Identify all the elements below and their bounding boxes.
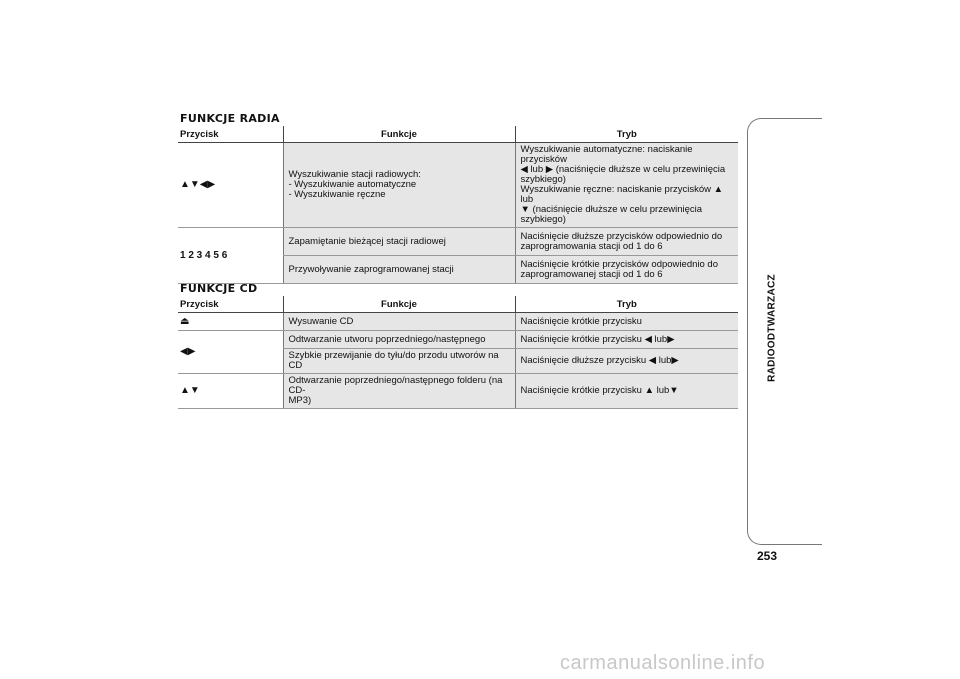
cd-section-title: FUNKCJE CD (180, 282, 258, 295)
function-cell (283, 143, 515, 228)
column-header-function: Funkcje (283, 126, 515, 143)
mode-line: Wyszukiwanie automatyczne: naciskanie przycisków (520, 144, 693, 165)
function-cell: Zapamiętanie bieżącej stacji radiowej (283, 228, 515, 256)
cd-functions-table (178, 296, 738, 409)
function-line: Odtwarzanie poprzedniego/następnego folderu (na CD- (288, 375, 503, 396)
mode-cell (515, 256, 738, 284)
button-cell (178, 313, 283, 331)
mode-cell (515, 228, 738, 256)
mode-line: Naciśnięcie dłuższe przycisków odpowiednio do (520, 230, 723, 242)
function-cell: Szybkie przewijanie do tyłu/do przodu utworów na CD (283, 349, 515, 374)
table-row (178, 331, 738, 349)
mode-line: zaprogramowania stacji od 1 do 6 (520, 240, 663, 252)
watermark: carmanualsonline.info (560, 652, 766, 674)
function-cell (283, 374, 515, 409)
column-header-mode: Tryb (515, 126, 738, 143)
button-cell (178, 331, 283, 374)
mode-cell: Naciśnięcie krótkie przycisku (515, 313, 738, 331)
table-header-row (178, 296, 738, 313)
mode-line: szybkiego) (520, 174, 566, 185)
table-row (178, 143, 738, 228)
function-line: Wyszukiwanie stacji radiowych: (288, 169, 421, 180)
mode-cell (515, 143, 738, 228)
mode-cell: Naciśnięcie dłuższe przycisku ◀ lub▶ (515, 349, 738, 374)
mode-line: ▼ (naciśnięcie dłuższe w celu przewinięcia szybkiego) (520, 204, 703, 225)
table-row (178, 374, 738, 409)
up-down-arrows-icon: ▲▼ (180, 385, 200, 396)
function-line: MP3) (288, 395, 312, 406)
chapter-tab (747, 118, 822, 545)
mode-cell: Naciśnięcie krótkie przycisku ◀ lub▶ (515, 331, 738, 349)
column-header-mode: Tryb (515, 296, 738, 313)
function-cell: Odtwarzanie utworu poprzedniego/następnego (283, 331, 515, 349)
button-cell: 1 2 3 4 5 6 (178, 228, 283, 284)
table-row (178, 313, 738, 331)
mode-line: zaprogramowanej stacji od 1 do 6 (520, 268, 663, 280)
table-row (178, 228, 738, 256)
left-right-arrows-icon: ◀▶ (180, 346, 196, 357)
page-number: 253 (757, 549, 778, 563)
arrow-keys-icon: ▲▼◀▶ (180, 179, 216, 190)
function-cell: Wysuwanie CD (283, 313, 515, 331)
function-line: - Wyszukiwanie automatyczne (288, 179, 417, 190)
button-cell (178, 374, 283, 409)
mode-line: Naciśnięcie krótkie przycisków odpowiednio do (520, 258, 718, 270)
chapter-label: RADIOODTWARZACZ (766, 274, 778, 382)
column-header-button: Przycisk (178, 126, 283, 143)
radio-section-title: FUNKCJE RADIA (180, 112, 280, 125)
button-cell (178, 143, 283, 228)
table-header-row (178, 126, 738, 143)
mode-line: ◀ lub ▶ (naciśnięcie dłuższe w celu przewinięcia (520, 164, 726, 175)
mode-line: Wyszukiwanie ręczne: naciskanie przycisków ▲ lub (520, 184, 724, 205)
mode-cell: Naciśnięcie krótkie przycisku ▲ lub▼ (515, 374, 738, 409)
function-cell: Przywoływanie zaprogramowanej stacji (283, 256, 515, 284)
function-line: - Wyszukiwanie ręczne (288, 189, 386, 200)
radio-functions-table (178, 126, 738, 284)
eject-icon: ⏏ (180, 315, 190, 327)
column-header-function: Funkcje (283, 296, 515, 313)
column-header-button: Przycisk (178, 296, 283, 313)
